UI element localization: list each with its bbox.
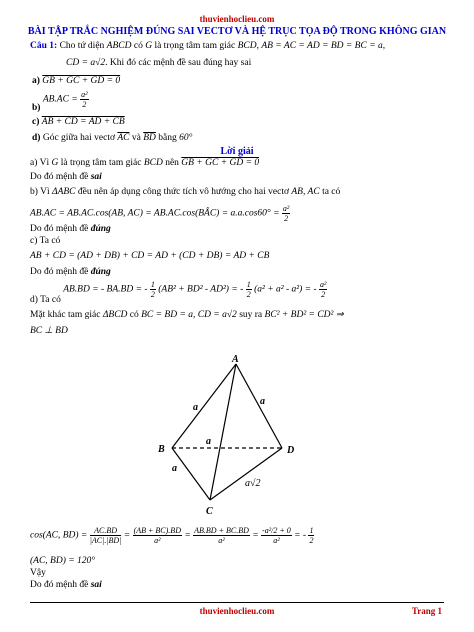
q-cond1: AB = AC = AD = BD = BC = a [261,41,383,51]
edge-label: a [206,436,211,447]
frac-num: 1 [150,280,155,289]
cos-fraction [193,526,250,545]
frac-num: -a²/2 + 0 [262,526,291,535]
option-expr: AB.AC = [42,94,78,105]
option-b-fraction [80,90,88,109]
option-b [32,90,89,113]
sol-a-line [30,158,259,168]
edge-label: a [260,396,265,407]
sol-vecs: AB, AC [291,187,320,197]
sol-expr: (AB² + BD² - AD²) = - [158,284,244,295]
verdict: sai [90,172,102,182]
sol-text: d) Ta có [30,294,61,305]
option-vec: $\overline{BD}$ [143,133,156,143]
frac-den: 2 [246,290,251,299]
option-text: Góc giữa hai vectơ [42,133,115,143]
sol-g: G [51,158,59,168]
vertex-label-c: C [206,506,213,516]
sol-c-expr [30,251,269,261]
document-title: BÀI TẬP TRẮC NGHIỆM ĐÚNG SAI VECTƠ VÀ HỆ TRỤC TỌA ĐỘ TRONG KHÔNG GIAN [27,26,447,37]
frac-num: a² [81,90,88,99]
sol-text: b) Vì [30,187,50,197]
sol-text: Do đó mệnh đề [30,267,89,277]
vertex-label-b: B [158,444,165,455]
option-c [32,117,125,127]
sol-text: suy ra [239,310,263,320]
sol-text: nên [165,158,179,168]
option-expr: AB + CD = AD + CB [41,117,125,127]
frac-den: a² [273,536,280,545]
sol-tri: ΔABC [52,187,76,197]
sol-text: Do đó mệnh đề [30,580,89,590]
cos-fraction [261,526,292,545]
question-label: Câu 1: [30,41,58,51]
footer-divider [30,602,444,603]
half-fraction [246,280,252,299]
edge-cd [210,448,282,500]
frac-num: a² [319,280,327,289]
frac-den: a² [218,536,225,545]
cos-fraction [133,526,182,545]
q-text: Cho tứ diện [59,41,105,51]
sol-expr: AB.BD = - BA.BD = - [63,284,148,295]
frac-den: 2 [309,536,314,545]
sol-b-fraction [282,204,290,223]
half-fraction [150,280,156,299]
q-text: có [133,41,143,51]
option-label: a) [32,76,40,86]
frac-den: 2 [284,214,289,223]
frac-den: 2 [82,100,87,109]
option-text: và [131,133,141,143]
sol-text: Mặt khác tam giác [30,310,101,320]
cos-lhs: cos(AC, BD) = [30,530,88,541]
sol-text: Do đó mệnh đề [30,172,89,182]
verdict: đúng [90,224,111,234]
q-text: là trọng tâm tam giác [154,41,236,51]
q-cond2: CD = a√2 [66,58,106,68]
vay-label: Vậy [30,568,46,578]
page-number: Trang 1 [411,606,442,616]
header-site[interactable]: thuvienhoclieu.com [199,14,275,24]
frac-num: AC.BD [90,526,122,536]
footer-site[interactable]: thuvienhoclieu.com [199,606,275,616]
sol-res: BC² + BD² = CD² ⇒ [264,310,344,320]
sol-a-conclusion [30,172,102,182]
vertex-label-a: A [232,354,239,365]
cos-minus: - [302,530,307,541]
sol-text: ta có [322,187,341,197]
sol-text: có [129,310,139,320]
sol-expr: AB.AC = AB.AC.cos(AB, AC) = AB.AC.cos(BÂC) = a.a.cos60° = [30,208,280,219]
sol-c-conclusion [30,267,111,277]
sol-b-conclusion [30,224,111,234]
sol-text: a) Vì [30,158,50,168]
sol-b-expr [30,204,290,223]
sol-d-line3 [30,325,68,336]
frac-den: 2 [321,290,326,299]
option-text: bằng [158,133,177,143]
question-line-1: Câu 1: Cho tứ diện ABCD có G là trọng tâm tam giác BCD, AB = AC = AD = BD = BC = a, [30,41,386,51]
a2-fraction [319,280,327,299]
verdict: sai [90,580,102,590]
cos-computation: cos(AC, BD) = $\frac{AC.BD}{|AC|.|BD|}$ = $\frac{(AB + BC).BD}{\text{a²}}$ = $\frac{AB.BD + BC.BD}{\text{a²}}$ = $\frac{\text{-a²/2 + 0}}{\text{a²}}$ = - $\frac{1}{2}$ [30,526,314,545]
q-tet: ABCD [106,41,132,51]
sol-d-conclusion [30,580,102,590]
sol-tri: BCD [143,158,163,168]
option-angle: 60° [179,133,193,143]
option-vec: $\overline{AC}$ [117,133,130,143]
angle-result [30,556,95,566]
option-label: b) [32,102,41,113]
edge-label: a [172,463,177,474]
question-line-2 [66,58,251,68]
sol-d-expr [30,280,327,305]
frac-den: 2 [150,290,155,299]
frac-num: 1 [309,526,314,535]
sol-expr: GB + GC + GD = 0 [181,158,260,168]
sol-d-line2 [30,309,344,320]
option-label: d) [32,133,41,143]
solution-heading: Lời giải [220,146,254,157]
sol-text: Do đó mệnh đề [30,224,89,234]
edge-bc [172,448,210,500]
tetrahedron-figure [150,352,310,516]
q-tri: BCD [237,41,257,51]
sol-text: đều nên áp dụng công thức tích vô hướng cho hai vectơ [77,187,289,197]
edge-label: a√2 [245,478,261,489]
frac-num: AB.BD + BC.BD [194,526,249,535]
frac-den: a² [154,536,161,545]
cos-fraction [90,526,122,545]
q-text: . Khi đó các mệnh đề sau đúng hay sai [105,58,252,68]
sol-c-line: c) Ta có [30,236,61,246]
option-a [32,76,120,86]
frac-num: a² [282,204,290,213]
edge-ad [236,364,282,448]
sol-tri: ΔBCD [102,310,128,320]
vertex-label-d: D [287,445,295,456]
sol-perp: BC ⊥ BD [30,326,68,336]
edge-ac [210,364,236,500]
cos-result [308,526,314,545]
verdict: đúng [90,267,111,277]
edge-label: a [193,402,198,413]
option-label: c) [32,117,40,127]
sol-b-line [30,187,340,197]
sol-text: là trọng tâm tam giác [60,158,142,168]
sol-expr: AB + CD = (AD + DB) + CD = AD + (CD + DB) = AD + CB [30,251,270,261]
sol-cond: BC = BD = a, CD = a√2 [141,310,237,320]
frac-num: 1 [246,280,251,289]
frac-den: |AC|.|BD| [89,536,122,545]
angle-expr: (AC, BD) = 120° [30,556,96,566]
sol-expr: (a² + a² - a²) = - [254,284,317,295]
edge-ab [172,364,236,448]
option-expr: GB + GC + GD = 0 [42,76,121,86]
option-d [32,133,192,143]
frac-num: (AB + BC).BD [133,526,181,535]
q-g: G [145,41,153,51]
